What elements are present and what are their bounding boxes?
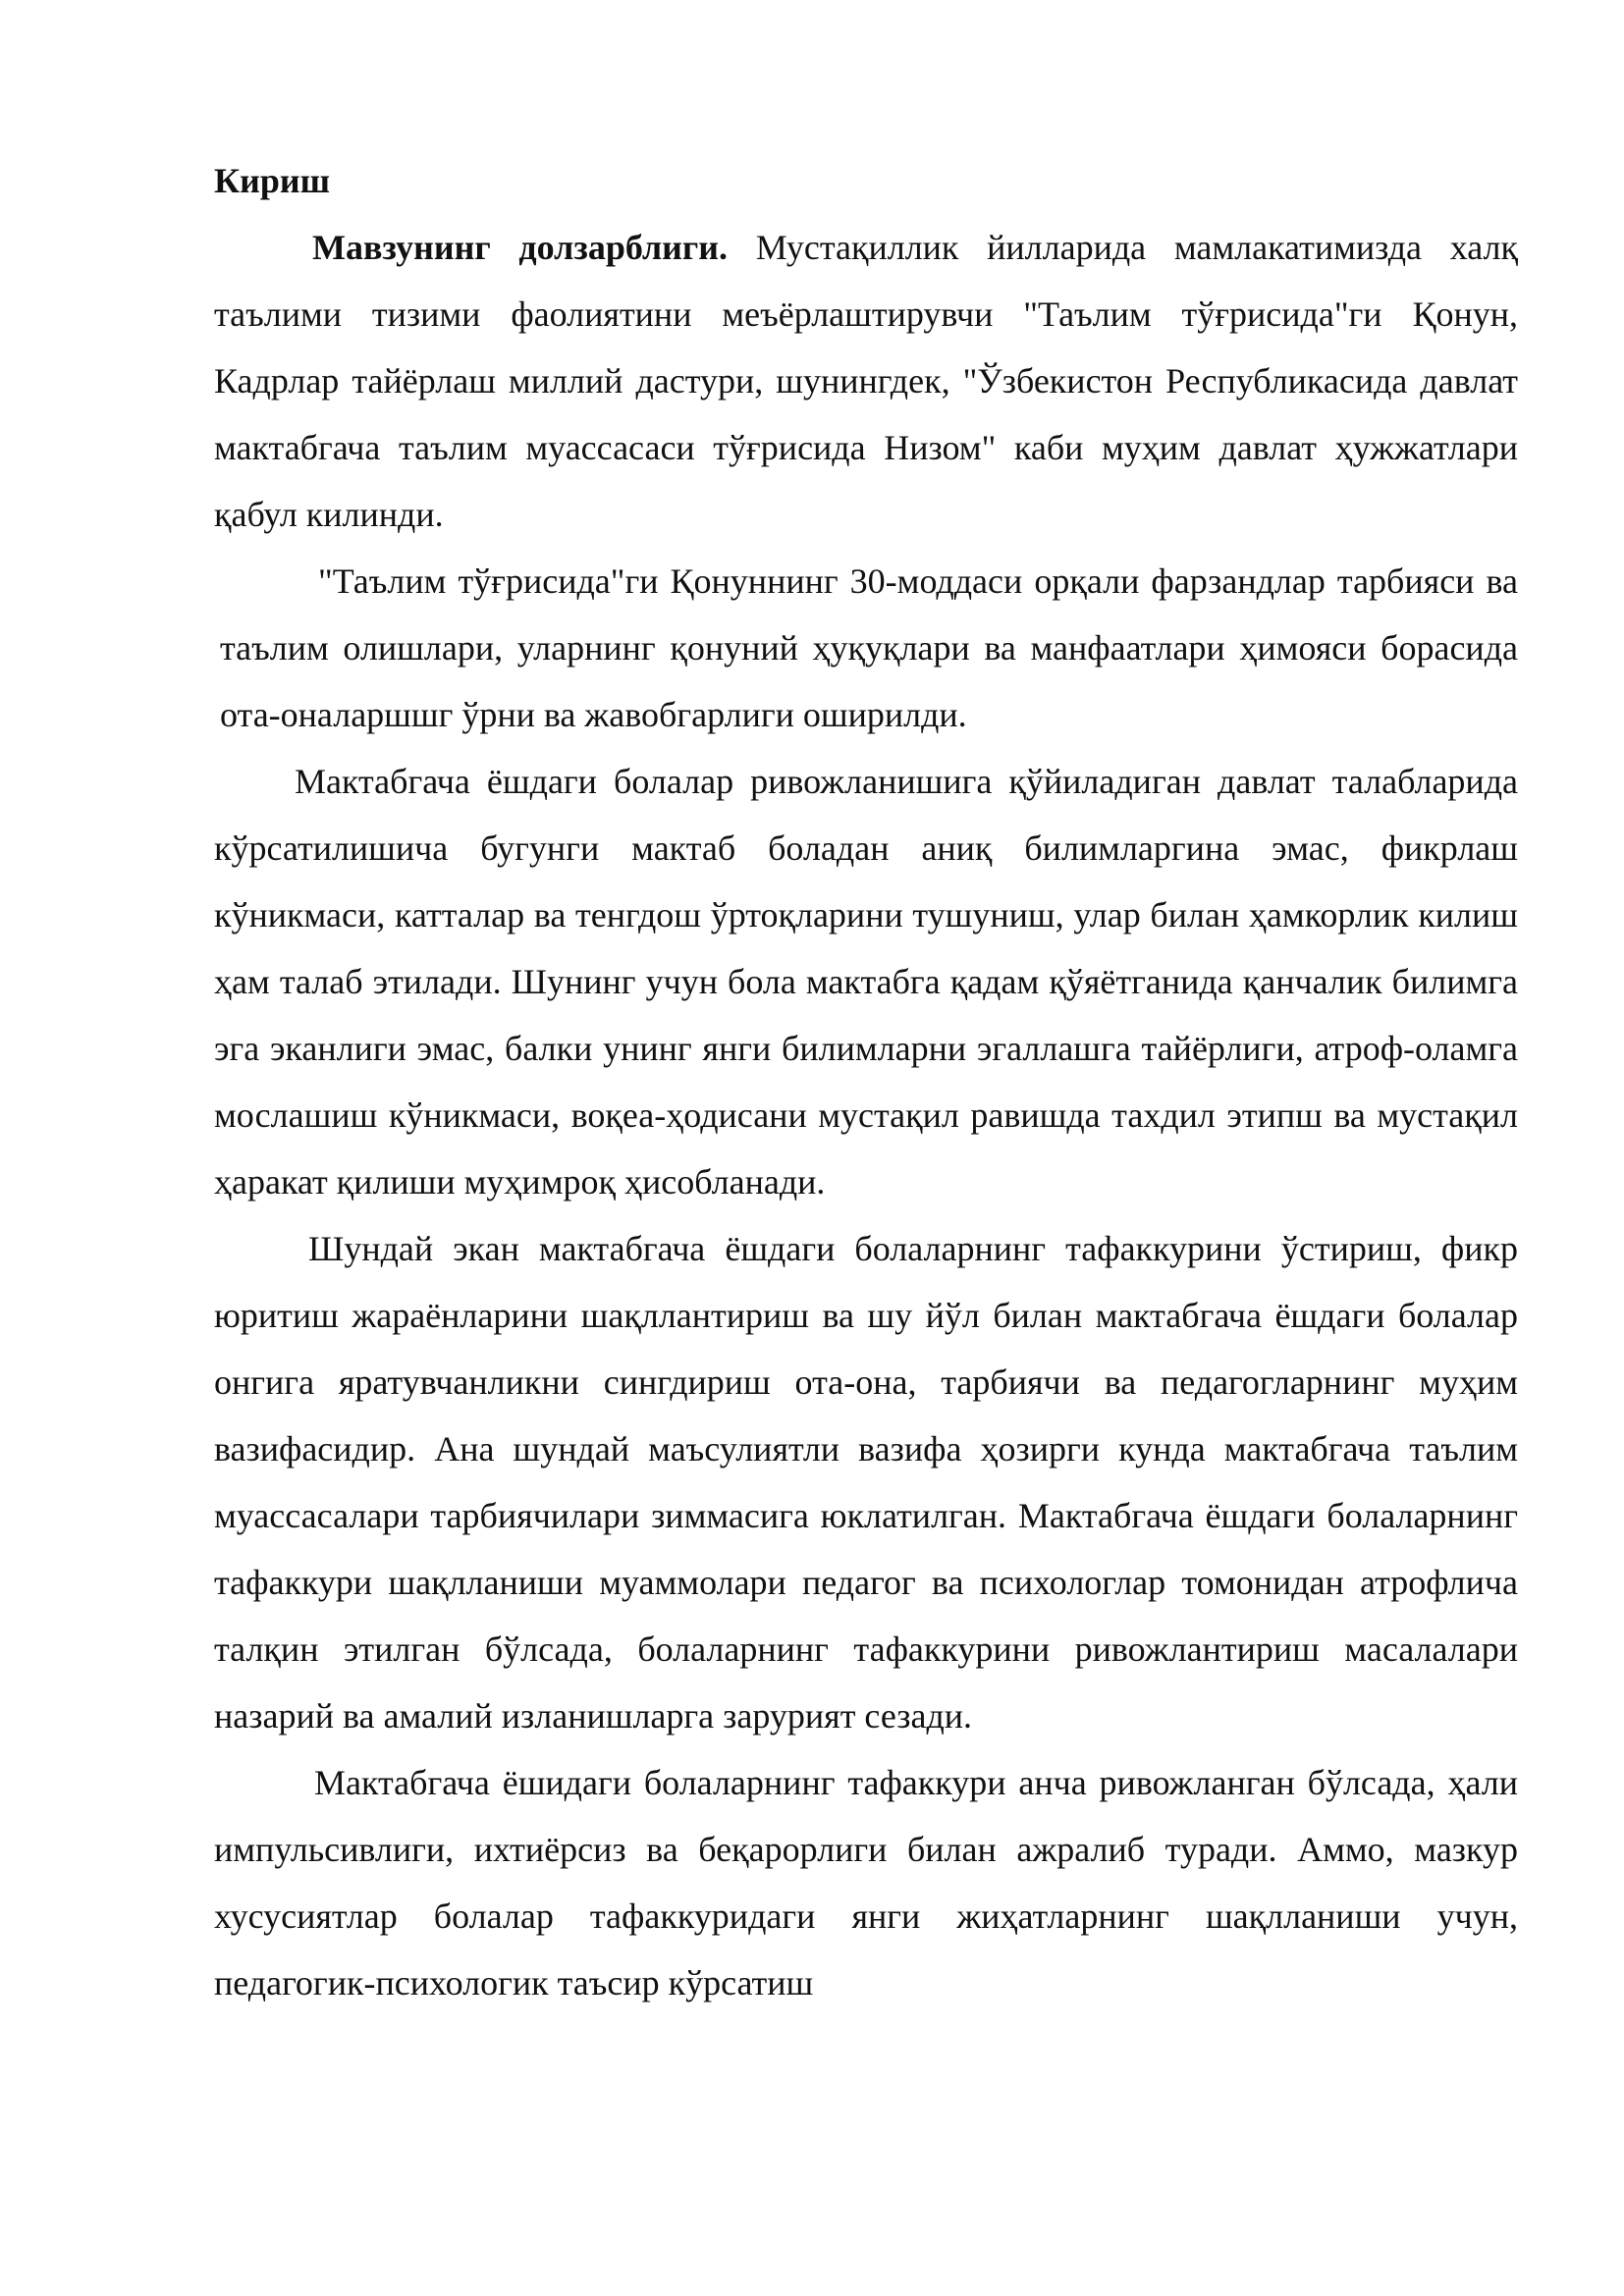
paragraph-relevance <box>214 214 1518 548</box>
paragraph-text: Мустақиллик йилларида мамлакатимизда халқ таълими тизими фаолиятини меъёрлаштирувчи "Таълим тўғрисида"ги Қонун, Кадрлар тайёрлаш миллий дастури, шунингдек, "Ўзбекистон Республикасида давлат мактабгача таълим муассасаси тўғрисида Низом" каби муҳим давлат ҳужжатлари қабул килинди. <box>214 228 1518 534</box>
document-page <box>214 147 1518 2016</box>
paragraph-requirements <box>214 748 1518 1215</box>
paragraph-text: Мактабгача ёшидаги болаларнинг тафаккури анча ривожланган бўлсада, ҳали импульсивлиги, ихтиёрсиз ва беқарорлиги билан ажралиб туради. Аммо, мазкур хусусиятлар болалар тафаккуридаги янги жиҳатларнинг шақлланиши учун, педагогик-психологик таъсир кўрсатиш <box>214 1763 1518 2002</box>
paragraph-text: "Таълим тўғрисида"ги Қонуннинг 30-моддаси орқали фарзандлар тарбияси ва таълим олишлари, уларнинг қонуний ҳуқуқлари ва манфаатлари ҳимояси борасида ота-оналаршшг ўрни ва жавобгарлиги оширилди. <box>220 561 1518 734</box>
paragraph-lead: Мавзунинг долзарблиги. <box>312 228 728 267</box>
paragraph-thinking <box>214 1215 1518 1749</box>
section-heading: Кириш <box>214 161 331 200</box>
paragraph-features <box>214 1749 1518 2016</box>
paragraph-text: Шундай экан мактабгача ёшдаги болаларнинг тафаккурини ўстириш, фикр юритиш жараёнларини шақллантириш ва шу йўл билан мактабгача ёшдаги болалар онгига яратувчанликни сингдириш ота-она, тарбиячи ва педагогларнинг муҳим вазифасидир. Ана шундай маъсулиятли вазифа ҳозирги кунда мактабгача таълим муассасалари тарбиячилари зиммасига юклатилган. Мактабгача ёшдаги болаларнинг тафаккури шақлланиши муаммолари педагог ва психологлар томонидан атрофлича талқин этилган бўлсада, болаларнинг тафаккурини ривожлантириш масалалари назарий ва амалий изланишларга зарурият сезади. <box>214 1229 1518 1735</box>
paragraph-text: Мактабгача ёшдаги болалар ривожланишига қўйиладиган давлат талабларида кўрсатилишича бугунги мактаб боладан аниқ билимларгина эмас, фикрлаш кўникмаси, катталар ва тенгдош ўртоқларини тушуниш, улар билан ҳамкорлик килиш ҳам талаб этилади. Шунинг учун бола мактабга қадам қўяётганида қанчалик билимга эга эканлиги эмас, балки унинг янги билимларни эгаллашга тайёрлиги, атроф-оламга мослашиш кўникмаси, воқеа-ҳодисани мустақил равишда тахдил этипш ва мустақил ҳаракат қилиши муҳимроқ ҳисобланади. <box>214 762 1518 1201</box>
paragraph-law <box>214 548 1518 748</box>
